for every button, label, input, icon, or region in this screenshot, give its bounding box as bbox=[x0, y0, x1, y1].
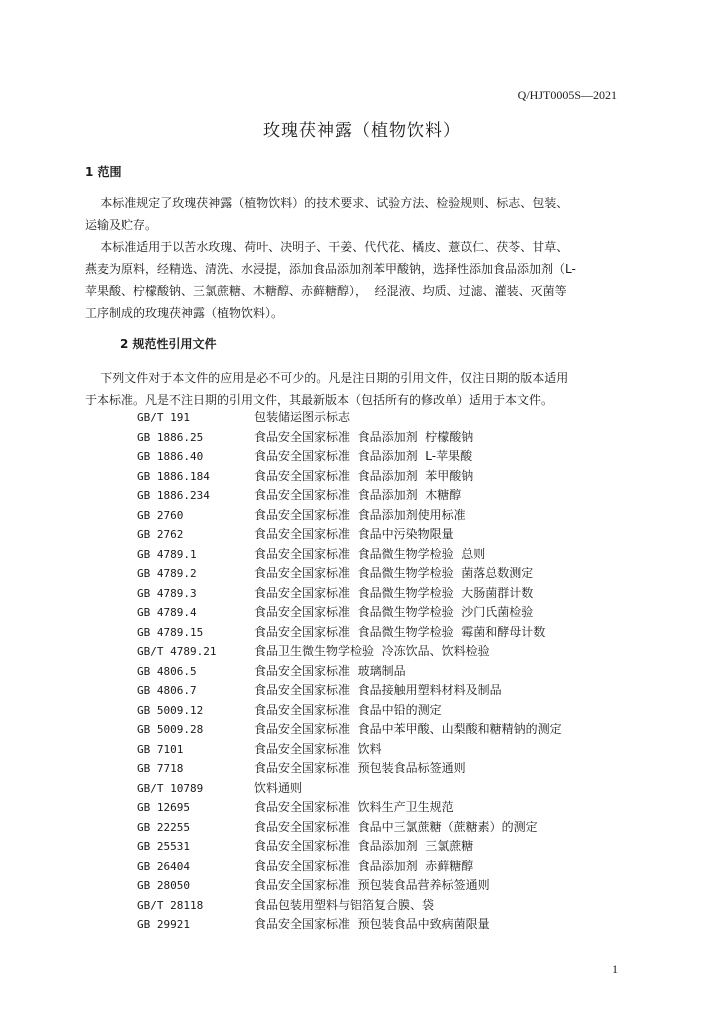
reference-row bbox=[137, 915, 562, 935]
reference-row bbox=[137, 467, 562, 487]
reference-title: 食品安全国家标准 食品微生物学检验 霉菌和酵母计数 bbox=[254, 624, 546, 639]
reference-code: GB 22255 bbox=[137, 820, 190, 834]
reference-title: 食品安全国家标准 食品中苯甲酸、山梨酸和糖精钠的测定 bbox=[254, 722, 562, 736]
reference-code: GB 1886.184 bbox=[137, 469, 210, 483]
reference-code: GB 26404 bbox=[137, 859, 190, 873]
reference-row bbox=[137, 818, 562, 838]
paragraph-line: 运输及贮存。 bbox=[85, 218, 158, 232]
reference-row bbox=[137, 603, 562, 623]
reference-row bbox=[137, 779, 562, 799]
reference-code: GB 2762 bbox=[137, 528, 184, 541]
reference-code: GB 4789.1 bbox=[137, 547, 197, 561]
reference-row bbox=[137, 740, 562, 760]
reference-title: 食品安全国家标准 玻璃制品 bbox=[254, 663, 406, 678]
reference-code: GB/T 4789.21 bbox=[137, 645, 217, 658]
reference-title: 食品安全国家标准 食品微生物学检验 总则 bbox=[254, 546, 486, 561]
section-1-heading: 1 范围 bbox=[85, 165, 122, 179]
reference-title: 食品安全国家标准 食品添加剂使用标准 bbox=[254, 507, 466, 522]
reference-title: 食品包装用塑料与铝箔复合膜、袋 bbox=[254, 897, 435, 912]
reference-code: GB 2760 bbox=[137, 508, 184, 522]
reference-code: GB 4789.3 bbox=[137, 586, 197, 600]
reference-row bbox=[137, 720, 562, 740]
reference-code: GB 7718 bbox=[137, 762, 184, 775]
reference-title: 食品安全国家标准 食品添加剂 木糖醇 bbox=[254, 488, 462, 502]
reference-row bbox=[137, 759, 562, 779]
reference-code: GB 1886.40 bbox=[137, 450, 204, 463]
reference-row bbox=[137, 506, 562, 526]
reference-code: GB 25531 bbox=[137, 840, 190, 853]
reference-title: 食品安全国家标准 食品中污染物限量 bbox=[254, 527, 454, 541]
reference-code: GB 5009.28 bbox=[137, 723, 204, 736]
reference-row bbox=[137, 428, 562, 448]
reference-title: 包装储运图示标志 bbox=[254, 410, 351, 424]
reference-code: GB 4789.2 bbox=[137, 567, 197, 580]
paragraph-line: 燕麦为原料，经精选、清洗、水浸提，添加食品添加剂苯甲酸钠，选择性添加食品添加剂（L- bbox=[85, 262, 576, 276]
reference-title: 食品安全国家标准 食品微生物学检验 菌落总数测定 bbox=[254, 566, 534, 580]
reference-title: 食品安全国家标准 食品中铅的测定 bbox=[254, 702, 442, 717]
reference-code: GB 7101 bbox=[137, 742, 184, 756]
reference-row bbox=[137, 876, 562, 896]
reference-code: GB 28050 bbox=[137, 879, 190, 892]
reference-title: 食品安全国家标准 食品添加剂 柠檬酸钠 bbox=[254, 429, 474, 444]
paragraph-line: 工序制成的玫瑰茯神露（植物饮料）。 bbox=[85, 306, 284, 320]
scope-paragraph-1 bbox=[85, 192, 620, 236]
reference-title: 食品安全国家标准 食品添加剂 苯甲酸钠 bbox=[254, 468, 474, 483]
standard-code: Q/HJT0005S—2021 bbox=[517, 88, 617, 102]
reference-title: 食品安全国家标准 预包装食品中致病菌限量 bbox=[254, 917, 490, 931]
reference-row bbox=[137, 623, 562, 643]
reference-list bbox=[137, 408, 562, 935]
page-number: 1 bbox=[612, 962, 618, 976]
reference-title: 食品安全国家标准 预包装食品营养标签通则 bbox=[254, 878, 490, 892]
reference-row bbox=[137, 545, 562, 565]
paragraph-line: 本标准规定了玫瑰茯神露（植物饮料）的技术要求、试验方法、检验规则、标志、包装、 bbox=[85, 196, 569, 210]
reference-row bbox=[137, 642, 562, 662]
reference-code: GB 29921 bbox=[137, 918, 190, 931]
reference-code: GB/T 10789 bbox=[137, 781, 204, 795]
reference-row bbox=[137, 701, 562, 721]
reference-code: GB 1886.25 bbox=[137, 430, 204, 444]
reference-title: 食品安全国家标准 饮料生产卫生规范 bbox=[254, 800, 454, 814]
reference-code: GB/T 28118 bbox=[137, 898, 204, 912]
paragraph-line: 下列文件对于本文件的应用是必不可少的。凡是注日期的引用文件，仅注日期的版本适用 bbox=[85, 371, 569, 385]
reference-row bbox=[137, 447, 562, 467]
reference-code: GB 4789.4 bbox=[137, 606, 197, 619]
reference-code: GB 4806.5 bbox=[137, 664, 197, 678]
reference-title: 食品安全国家标准 食品添加剂 L-苹果酸 bbox=[254, 449, 473, 463]
section-2-heading: 2 规范性引用文件 bbox=[120, 337, 217, 351]
reference-code: GB 1886.234 bbox=[137, 489, 210, 502]
reference-title: 食品安全国家标准 食品微生物学检验 大肠菌群计数 bbox=[254, 585, 534, 600]
reference-row bbox=[137, 525, 562, 545]
reference-code: GB 4789.15 bbox=[137, 625, 204, 639]
reference-title: 饮料通则 bbox=[254, 780, 303, 795]
reference-row bbox=[137, 584, 562, 604]
reference-title: 食品安全国家标准 食品微生物学检验 沙门氏菌检验 bbox=[254, 605, 534, 619]
reference-row bbox=[137, 681, 562, 701]
reference-row bbox=[137, 837, 562, 857]
reference-row bbox=[137, 408, 562, 428]
reference-row bbox=[137, 798, 562, 818]
reference-title: 食品安全国家标准 食品添加剂 三氯蔗糖 bbox=[254, 839, 474, 853]
reference-row bbox=[137, 857, 562, 877]
reference-title: 食品安全国家标准 食品添加剂 赤藓糖醇 bbox=[254, 858, 474, 873]
document-title: 玫瑰茯神露（植物饮料） bbox=[263, 121, 461, 141]
paragraph-line: 苹果酸、柠檬酸钠、三氯蔗糖、木糖醇、赤藓糖醇）， 经混液、均质、过滤、灌装、灭菌等 bbox=[85, 284, 567, 298]
reference-row bbox=[137, 662, 562, 682]
reference-code: GB 5009.12 bbox=[137, 703, 204, 717]
reference-code: GB 12695 bbox=[137, 801, 190, 814]
reference-row bbox=[137, 564, 562, 584]
reference-code: GB/T 191 bbox=[137, 411, 190, 424]
paragraph-line: 本标准适用于以苦水玫瑰、荷叶、决明子、干姜、代代花、橘皮、薏苡仁、茯苓、甘草、 bbox=[85, 240, 569, 254]
reference-title: 食品卫生微生物学检验 冷冻饮品、饮料检验 bbox=[254, 644, 490, 658]
paragraph-line: 于本标准。凡是不注日期的引用文件，其最新版本（包括所有的修改单）适用于本文件。 bbox=[85, 393, 554, 407]
reference-code: GB 4806.7 bbox=[137, 684, 197, 697]
reference-row bbox=[137, 486, 562, 506]
reference-title: 食品安全国家标准 预包装食品标签通则 bbox=[254, 761, 466, 775]
reference-title: 食品安全国家标准 食品接触用塑料材料及制品 bbox=[254, 683, 502, 697]
reference-row bbox=[137, 896, 562, 916]
scope-paragraph-2 bbox=[85, 236, 620, 324]
reference-title: 食品安全国家标准 饮料 bbox=[254, 741, 382, 756]
reference-title: 食品安全国家标准 食品中三氯蔗糖（蔗糖素）的测定 bbox=[254, 819, 538, 834]
references-intro bbox=[85, 367, 620, 411]
